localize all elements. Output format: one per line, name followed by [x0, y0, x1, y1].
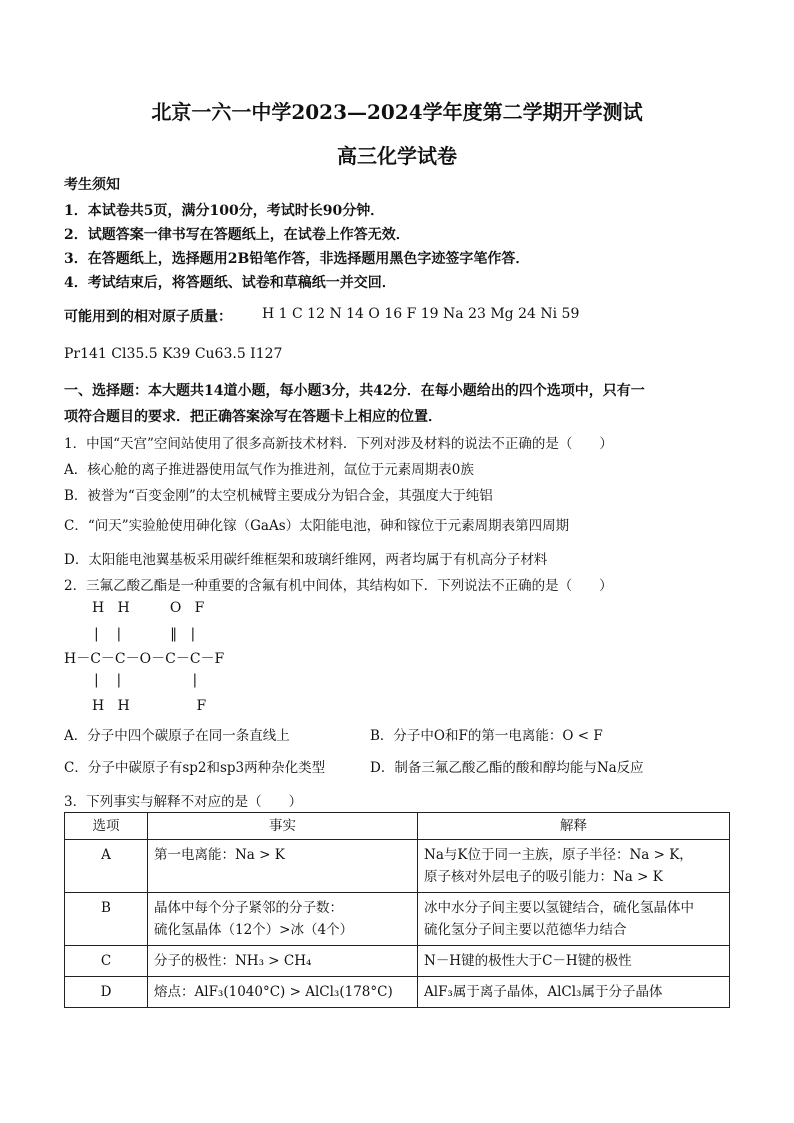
structure-row-1: H H O F	[92, 600, 205, 616]
q1-stem: 1．中国“天宫”空间站使用了很多高新技术材料．下列对涉及材料的说法不正确的是（ ）	[64, 436, 613, 452]
exam-title: 北京一六一中学2023—2024学年度第二学期开学测试	[151, 100, 643, 124]
row-a-option: A	[65, 840, 148, 893]
row-b-explain-line-1: 冰中水分子间主要以氢键结合，硫化氢晶体中	[424, 900, 694, 916]
row-d-fact	[148, 977, 418, 1008]
header-explain: 解释	[418, 813, 730, 840]
atomic-mass-label: 可能用到的相对原子质量：	[64, 309, 232, 325]
structure-row-4: | | |	[94, 672, 198, 688]
row-a-explain	[418, 840, 730, 893]
table-row	[65, 893, 730, 946]
notice-item-1: 1．本试卷共5页，满分100分，考试时长90分钟．	[64, 203, 385, 219]
section-1-instruction: 一、选择题：本大题共14道小题，每小题3分，共42分．在每小题给出的四个选项中，只有一	[64, 383, 645, 399]
q3-table	[64, 812, 730, 1008]
row-d-explain	[418, 977, 730, 1008]
row-b-option: B	[65, 893, 148, 946]
row-d-option: D	[65, 977, 148, 1008]
row-b-explain	[418, 893, 730, 946]
table-row	[65, 977, 730, 1008]
q1-option-c: C．“问天”实验舱使用砷化镓（GaAs）太阳能电池，砷和镓位于元素周期表第四周期	[64, 518, 570, 534]
section-1-instruction-cont: 项符合题目的要求．把正确答案涂写在答题卡上相应的位置．	[64, 409, 442, 425]
notice-item-2: 2．试题答案一律书写在答题纸上，在试卷上作答无效．	[64, 227, 410, 243]
atomic-mass-line-1: H 1 C 12 N 14 O 16 F 19 Na 23 Mg 24 Ni 59	[262, 306, 580, 322]
q3-stem: 3．下列事实与解释不对应的是（ ）	[64, 794, 303, 810]
notice-heading: 考生须知	[64, 177, 120, 193]
row-b-fact-line-2: 硫化氢晶体（12个）>冰（4个）	[154, 922, 354, 938]
row-a-fact-line-1: 第一电离能：Na > K	[154, 847, 285, 863]
row-a-fact	[148, 840, 418, 893]
row-c-explain-line-1: N－H键的极性大于C－H键的极性	[424, 953, 632, 969]
q1-option-d: D．太阳能电池翼基板采用碳纤维框架和玻璃纤维网，两者均属于有机高分子材料	[64, 552, 548, 568]
q2-option-c: C．分子中碳原子有sp2和sp3两种杂化类型	[64, 760, 326, 776]
row-a-explain-line-2: 原子核对外层电子的吸引能力：Na > K	[424, 869, 663, 885]
header-option: 选项	[65, 813, 148, 840]
q1-option-b: B．被誉为“百变金刚”的太空机械臂主要成分为铝合金，其强度大于纯铝	[64, 488, 493, 504]
row-d-fact-line-1: 熔点：AlF₃(1040°C) > AlCl₃(178°C)	[154, 984, 393, 1000]
row-c-fact	[148, 946, 418, 977]
structure-row-2: | | ‖ |	[94, 626, 196, 642]
row-b-fact	[148, 893, 418, 946]
row-b-explain-line-2: 硫化氢分子间主要以范德华力结合	[424, 922, 627, 938]
atomic-mass-line-2: Pr141 Cl35.5 K39 Cu63.5 I127	[64, 346, 283, 362]
exam-subtitle: 高三化学试卷	[337, 144, 457, 168]
row-b-fact-line-1: 晶体中每个分子紧邻的分子数：	[154, 900, 343, 916]
q2-option-b: B．分子中O和F的第一电离能：O < F	[370, 728, 603, 744]
row-c-explain	[418, 946, 730, 977]
q1-option-a: A．核心舱的离子推进器使用氙气作为推进剂，氙位于元素周期表0族	[64, 462, 474, 478]
structure-row-5: H H F	[92, 698, 207, 714]
row-c-option: C	[65, 946, 148, 977]
q2-option-d: D．制备三氟乙酸乙酯的酸和醇均能与Na反应	[370, 760, 644, 776]
header-fact: 事实	[148, 813, 418, 840]
row-a-explain-line-1: Na与K位于同一主族，原子半径：Na > K，	[424, 847, 693, 863]
notice-item-3: 3．在答题纸上，选择题用2B铅笔作答，非选择题用黑色字迹签字笔作答．	[64, 251, 530, 267]
table-row	[65, 946, 730, 977]
q2-option-a: A．分子中四个碳原子在同一条直线上	[64, 728, 290, 744]
structure-row-3: H－C－C－O－C－C－F	[64, 651, 225, 667]
notice-item-4: 4．考试结束后，将答题纸、试卷和草稿纸一并交回．	[64, 275, 396, 291]
row-d-explain-line-1: AlF₃属于离子晶体，AlCl₃属于分子晶体	[424, 984, 663, 1000]
table-row	[65, 840, 730, 893]
row-c-fact-line-1: 分子的极性：NH₃ > CH₄	[154, 953, 312, 969]
q2-stem: 2．三氟乙酸乙酯是一种重要的含氟有机中间体，其结构如下．下列说法不正确的是（ ）	[64, 578, 613, 594]
table-header-row	[65, 813, 730, 840]
